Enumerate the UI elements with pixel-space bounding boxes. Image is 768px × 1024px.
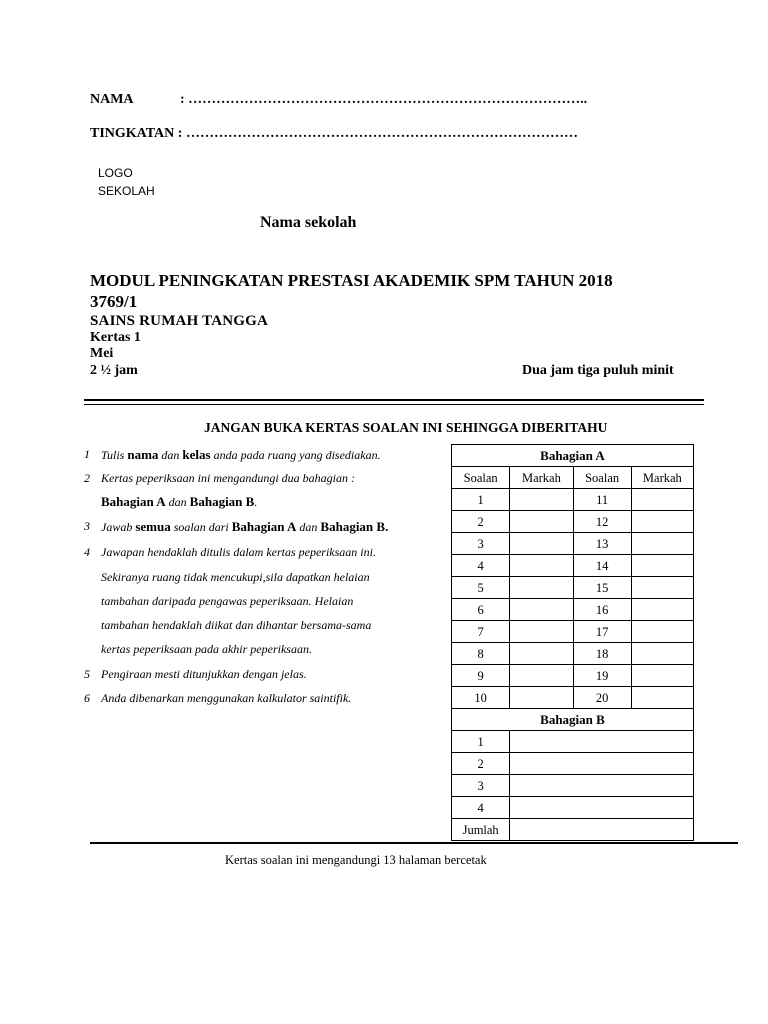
question-number: 2 bbox=[452, 753, 510, 775]
question-number: 4 bbox=[452, 797, 510, 819]
table-row bbox=[452, 709, 694, 731]
mark-entry-cell[interactable] bbox=[510, 489, 573, 511]
table-row bbox=[452, 511, 694, 533]
mark-entry-cell[interactable] bbox=[510, 753, 694, 775]
table-row bbox=[452, 775, 694, 797]
mark-entry-cell[interactable] bbox=[631, 665, 693, 687]
table-row bbox=[452, 731, 694, 753]
table-row bbox=[452, 621, 694, 643]
question-number: 1 bbox=[452, 731, 510, 753]
mark-entry-cell[interactable] bbox=[631, 643, 693, 665]
question-number: 19 bbox=[573, 665, 631, 687]
page-count-note: Kertas soalan ini mengandungi 13 halaman bercetak bbox=[225, 853, 487, 867]
col-header-soalan: Soalan bbox=[573, 467, 631, 489]
table-row bbox=[452, 577, 694, 599]
instruction-text: Pengiraan mesti ditunjukkan dengan jelas. bbox=[101, 667, 307, 681]
question-number: 2 bbox=[452, 511, 510, 533]
school-name: Nama sekolah bbox=[260, 214, 357, 231]
mark-entry-cell[interactable] bbox=[510, 555, 573, 577]
mark-entry-cell[interactable] bbox=[631, 489, 693, 511]
question-number: 9 bbox=[452, 665, 510, 687]
instruction-number: 6 bbox=[84, 691, 90, 705]
mark-entry-cell[interactable] bbox=[510, 621, 573, 643]
mark-entry-cell[interactable] bbox=[631, 511, 693, 533]
paper-kertas: Kertas 1 bbox=[90, 330, 141, 345]
mark-entry-cell[interactable] bbox=[510, 687, 573, 709]
table-row bbox=[452, 687, 694, 709]
mark-entry-cell[interactable] bbox=[631, 621, 693, 643]
instruction-number: 5 bbox=[84, 667, 90, 681]
instruction-number: 4 bbox=[84, 545, 90, 559]
question-number: 13 bbox=[573, 533, 631, 555]
question-number: 11 bbox=[573, 489, 631, 511]
warning-text: JANGAN BUKA KERTAS SOALAN INI SEHINGGA DIBERITAHU bbox=[204, 420, 608, 435]
question-number: 8 bbox=[452, 643, 510, 665]
table-row bbox=[452, 599, 694, 621]
question-number: 3 bbox=[452, 775, 510, 797]
paper-subject: SAINS RUMAH TANGGA bbox=[90, 313, 269, 329]
table-row bbox=[452, 643, 694, 665]
paper-code: 3769/1 bbox=[90, 292, 138, 311]
instruction-number: 2 bbox=[84, 471, 90, 485]
question-number: 1 bbox=[452, 489, 510, 511]
school-logo-placeholder bbox=[98, 166, 155, 198]
logo-text-line2: SEKOLAH bbox=[98, 184, 155, 198]
instruction-text: tambahan daripada pengawas peperiksaan. Helaian bbox=[101, 594, 354, 608]
instruction-text: Sekiranya ruang tidak mencukupi,sila dapatkan helaian bbox=[101, 570, 370, 584]
table-row bbox=[452, 797, 694, 819]
instruction-text: kertas peperiksaan pada akhir peperiksaan. bbox=[101, 642, 312, 656]
paper-month: Mei bbox=[90, 346, 114, 361]
col-header-soalan: Soalan bbox=[452, 467, 510, 489]
mark-entry-cell[interactable] bbox=[510, 643, 573, 665]
question-number: 7 bbox=[452, 621, 510, 643]
paper-duration-words: Dua jam tiga puluh minit bbox=[522, 363, 674, 378]
question-number: 10 bbox=[452, 687, 510, 709]
mark-entry-cell[interactable] bbox=[510, 775, 694, 797]
nama-field[interactable]: : ………………………………………………………………………….. bbox=[180, 92, 588, 107]
table-row bbox=[452, 489, 694, 511]
question-number: 16 bbox=[573, 599, 631, 621]
divider-thin bbox=[84, 404, 704, 405]
divider-thick bbox=[84, 399, 704, 401]
mark-entry-cell[interactable] bbox=[510, 533, 573, 555]
instruction-text: Jawab semua soalan dari Bahagian A dan Bahagian B. bbox=[101, 519, 389, 534]
mark-entry-cell[interactable] bbox=[510, 797, 694, 819]
mark-entry-cell[interactable] bbox=[510, 599, 573, 621]
section-b-title: Bahagian B bbox=[452, 709, 694, 731]
total-entry-cell[interactable] bbox=[510, 819, 694, 841]
section-a-title: Bahagian A bbox=[452, 445, 694, 467]
table-row bbox=[452, 753, 694, 775]
question-number: 14 bbox=[573, 555, 631, 577]
question-number: 4 bbox=[452, 555, 510, 577]
question-number: 3 bbox=[452, 533, 510, 555]
question-number: 17 bbox=[573, 621, 631, 643]
question-number: 5 bbox=[452, 577, 510, 599]
tingkatan-label: TINGKATAN : bbox=[90, 126, 183, 141]
instruction-number: 3 bbox=[84, 519, 90, 533]
mark-entry-cell[interactable] bbox=[510, 577, 573, 599]
instruction-text: Bahagian A dan Bahagian B. bbox=[101, 494, 258, 509]
tingkatan-field[interactable]: ………………………………………………………………………… bbox=[186, 126, 578, 141]
col-header-markah: Markah bbox=[510, 467, 573, 489]
paper-title: MODUL PENINGKATAN PRESTASI AKADEMIK SPM TAHUN 2018 bbox=[90, 271, 613, 290]
mark-entry-cell[interactable] bbox=[631, 687, 693, 709]
table-row bbox=[452, 445, 694, 467]
instruction-text: Kertas peperiksaan ini mengandungi dua bahagian : bbox=[101, 471, 355, 485]
logo-text-line1: LOGO bbox=[98, 166, 133, 180]
instruction-text: Jawapan hendaklah ditulis dalam kertas peperiksaan ini. bbox=[101, 545, 376, 559]
table-row bbox=[452, 819, 694, 841]
total-label: Jumlah bbox=[452, 819, 510, 841]
mark-entry-cell[interactable] bbox=[631, 533, 693, 555]
footer-divider bbox=[90, 842, 738, 844]
question-number: 20 bbox=[573, 687, 631, 709]
mark-entry-cell[interactable] bbox=[510, 511, 573, 533]
col-header-markah: Markah bbox=[631, 467, 693, 489]
question-number: 15 bbox=[573, 577, 631, 599]
table-row bbox=[452, 665, 694, 687]
table-row bbox=[452, 467, 694, 489]
marks-table bbox=[451, 444, 694, 841]
question-number: 12 bbox=[573, 511, 631, 533]
mark-entry-cell[interactable] bbox=[510, 731, 694, 753]
mark-entry-cell[interactable] bbox=[631, 599, 693, 621]
question-number: 18 bbox=[573, 643, 631, 665]
mark-entry-cell[interactable] bbox=[631, 577, 693, 599]
mark-entry-cell[interactable] bbox=[510, 665, 573, 687]
instruction-text: tambahan hendaklah diikat dan dihantar bersama-sama bbox=[101, 618, 372, 632]
question-number: 6 bbox=[452, 599, 510, 621]
mark-entry-cell[interactable] bbox=[631, 555, 693, 577]
table-row bbox=[452, 533, 694, 555]
instruction-number: 1 bbox=[84, 447, 90, 461]
nama-label: NAMA bbox=[90, 92, 134, 107]
instruction-text: Tulis nama dan kelas anda pada ruang yang disediakan. bbox=[101, 447, 381, 462]
paper-duration: 2 ½ jam bbox=[90, 363, 138, 378]
table-row bbox=[452, 555, 694, 577]
instruction-text: Anda dibenarkan menggunakan kalkulator saintifik. bbox=[101, 691, 352, 705]
